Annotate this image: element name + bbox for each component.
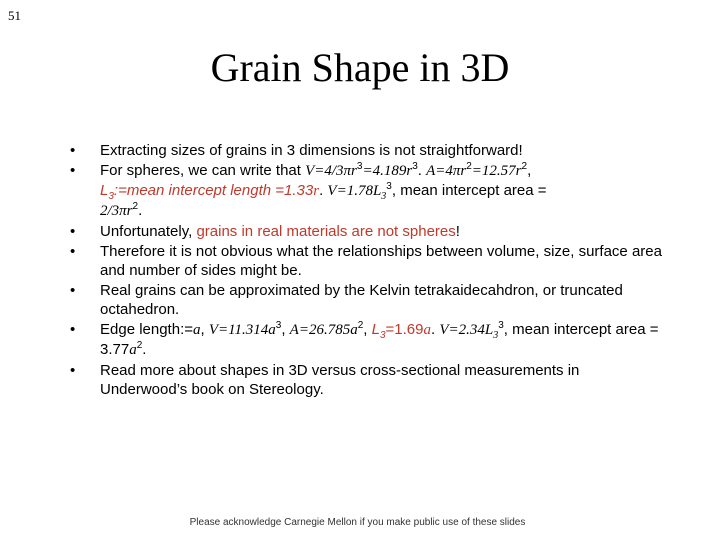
bullet-item [70,281,670,319]
highlighted-text: grains in real materials are not spheres [196,223,456,240]
exponent: 2 [136,340,143,351]
intercept-length-variable: r [313,183,320,199]
exponent: 2 [521,161,528,172]
exponent: 3 [356,161,363,172]
bullet-dot: • [70,223,76,240]
text-run: , [281,321,290,338]
slide-title: Grain Shape in 3D [210,45,510,90]
text-run: . [417,162,427,179]
bullet-item [70,361,670,399]
text-run: For spheres, we can write that [100,162,306,179]
text-run: . [319,182,328,199]
text-run: , mean intercept area = [391,182,547,199]
text-run: Edge length:= [100,321,193,338]
bullet-item [70,141,670,160]
math-volume: V=11.314a [208,322,276,338]
bullet-item [70,242,670,280]
text-run: Unfortunately, [100,223,197,240]
subscript: 3 [493,330,499,341]
subscript: 3 [108,191,114,202]
intercept-length-variable: a [423,322,431,338]
math-area-value: =12.57r [471,163,522,179]
slide-number: 51 [8,8,21,23]
bullet-list [70,141,670,400]
bullet-text: Therefore it is not obvious what the relationships between volume, size, surface area and number of sides might be. [100,243,662,279]
math-area-formula: A=4πr [426,163,467,179]
exponent: 3 [498,320,504,331]
intercept-length-value: =1.69 [385,321,424,338]
bullet-text: Read more about shapes in 3D versus cross-sectional measurements in Underwood’s book on Stereology. [100,362,580,398]
math-volume-intercept: V=2.34L [439,322,494,338]
math-edge-length: a [193,322,201,338]
math-volume-intercept: V=1.78L [327,183,382,199]
bullet-dot: • [70,162,76,179]
text-run: . [142,341,147,358]
exponent: 3 [386,181,392,192]
bullet-dot: • [70,282,76,299]
bullet-dot: • [70,243,76,260]
bullet-text: Real grains can be approximated by the Kelvin tetrakaidecahdron, or truncated octahedron. [100,282,623,318]
bullet-item [70,222,670,241]
text-run: . [138,202,143,219]
footer-acknowledgement: Please acknowledge Carnegie Mellon if you make public use of these slides [189,517,526,528]
text-run: ! [455,223,460,240]
bullet-dot: • [70,321,76,338]
text-run: . [431,321,440,338]
exponent: 3 [412,161,418,172]
bullet-dot: • [70,142,76,159]
math-area: A=26.785a [289,322,358,338]
intercept-length-symbol: L [100,182,109,199]
math-volume-value: =4.189r [362,163,413,179]
subscript: 3 [381,191,387,202]
bullet-text: Extracting sizes of grains in 3 dimensions is not straightforward! [100,142,523,159]
subscript: 3 [379,330,386,341]
bullet-dot: • [70,362,76,379]
exponent: 3 [275,320,282,331]
text-run: , mean intercept area = 3.77 [100,321,659,358]
text-run: , [363,321,372,338]
bullet-text [100,162,547,219]
math-volume-formula: V=4/3πr [305,163,357,179]
intercept-length-symbol: L [371,321,380,338]
exponent: 2 [357,320,364,331]
bullet-text [100,223,460,240]
bullet-item [70,161,670,221]
text-run: , [200,321,209,338]
intercept-length-definition: :=mean intercept length =1.33 [113,182,314,199]
math-edge-length: a [129,342,137,358]
bullet-item [70,320,670,360]
bullet-text [100,321,658,358]
math-intercept-area: 2/3πr [100,203,133,219]
exponent: 2 [132,201,139,212]
text-run: , [527,162,532,179]
exponent: 2 [466,161,472,172]
